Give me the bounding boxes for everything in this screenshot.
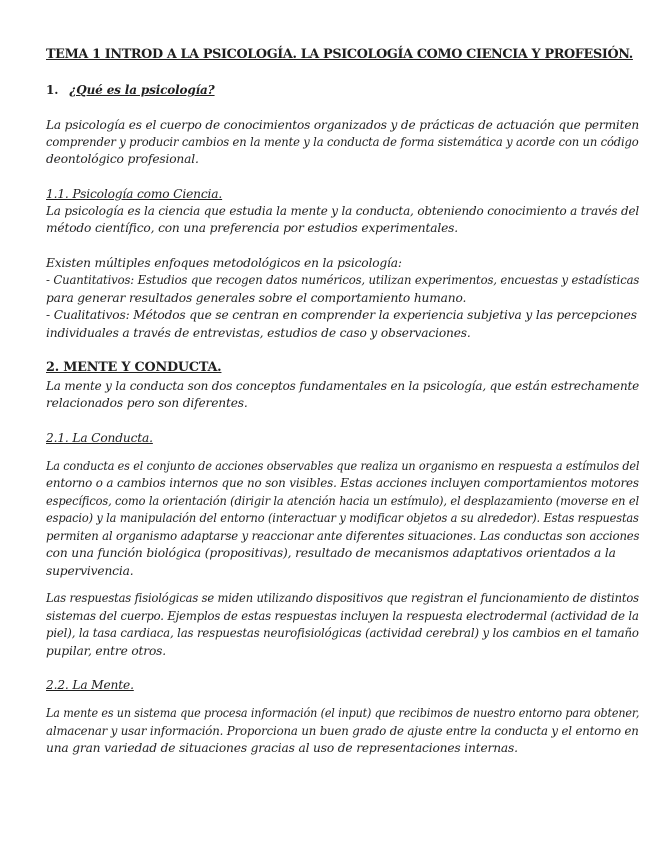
fisiologicas-para-line: pupilar, entre otros. [46, 644, 166, 658]
section-1-para-line: La psicología es el cuerpo de conocimientos organizados y de prácticas de actuación que permiten [46, 118, 640, 132]
conducta-para-line: La conducta es el conjunto de acciones observables que realiza un organismo en respuesta a estímulos del [46, 459, 640, 473]
mente-para-line: una gran variedad de situaciones gracias al uso de representaciones internas. [46, 741, 518, 755]
enfoques-line: - Cualitativos: Métodos que se centran en comprender la experiencia subjetiva y las percepciones [46, 308, 637, 322]
fisiologicas-para-line: sistemas del cuerpo. Ejemplos de estas respuestas incluyen la respuesta electrodermal (actividad de la [46, 609, 639, 623]
conducta-para-line: entorno o a cambios internos que no son visibles. Estas acciones incluyen comportamientos motores [46, 476, 639, 490]
fisiologicas-para-line: Las respuestas fisiológicas se miden utilizando dispositivos que registran el funcionamiento de distintos [46, 591, 639, 605]
conducta-para-line: específicos, como la orientación (dirigir la atención hacia un estímulo), el desplazamiento (moverse en el [46, 494, 639, 508]
section-2-heading: 2. MENTE Y CONDUCTA. [46, 360, 222, 375]
document-title: TEMA 1 INTROD A LA PSICOLOGÍA. LA PSICOLOGÍA COMO CIENCIA Y PROFESIÓN. [46, 47, 633, 62]
section-2-intro-line: relacionados pero son diferentes. [46, 396, 248, 410]
mente-para-line: almacenar y usar información. Proporciona un buen grado de ajuste entre la conducta y el entorno en [46, 724, 639, 738]
enfoques-line: para generar resultados generales sobre el comportamiento humano. [46, 291, 467, 305]
conducta-para-line: permiten al organismo adaptarse y reaccionar ante diferentes situaciones. Las conductas son acciones [46, 529, 640, 543]
section-1-title: ¿Qué es la psicología? [69, 83, 215, 97]
conducta-para-line: supervivencia. [46, 564, 134, 578]
subsection-1-1-para-line: La psicología es la ciencia que estudia la mente y la conducta, obteniendo conocimiento a través del [46, 204, 640, 218]
subsection-1-1-heading: 1.1. Psicología como Ciencia. [46, 187, 223, 201]
conducta-para-line: espacio) y la manipulación del entorno (interactuar y modificar objetos a su alrededor). Estas respuestas [46, 511, 639, 525]
section-1-para-line: deontológico profesional. [46, 152, 199, 166]
conducta-para-line: con una función biológica (propositivas), resultado de mecanismos adaptativos orientados a la [46, 546, 616, 560]
enfoques-line: individuales a través de entrevistas, estudios de caso y observaciones. [46, 326, 471, 340]
subsection-2-1-heading: 2.1. La Conducta. [46, 431, 153, 445]
section-1-number: 1. [46, 83, 59, 97]
section-2-intro-line: La mente y la conducta son dos conceptos fundamentales en la psicología, que están estrechamente [46, 379, 640, 393]
section-1-para-line: comprender y producir cambios en la mente y la conducta de forma sistemática y acorde con un código [46, 135, 639, 149]
enfoques-line: Existen múltiples enfoques metodológicos en la psicología: [46, 256, 402, 270]
enfoques-line: - Cuantitativos: Estudios que recogen datos numéricos, utilizan experimentos, encuestas y estadísticas [46, 273, 640, 287]
subsection-2-2-heading: 2.2. La Mente. [46, 678, 134, 692]
section-1-heading [46, 82, 215, 98]
fisiologicas-para-line: piel), la tasa cardiaca, las respuestas neurofisiológicas (actividad cerebral) y los cambios en el tamaño [46, 626, 639, 640]
subsection-1-1-para-line: método científico, con una preferencia por estudios experimentales. [46, 221, 458, 235]
mente-para-line: La mente es un sistema que procesa información (el input) que recibimos de nuestro entorno para obtener, [46, 706, 640, 720]
